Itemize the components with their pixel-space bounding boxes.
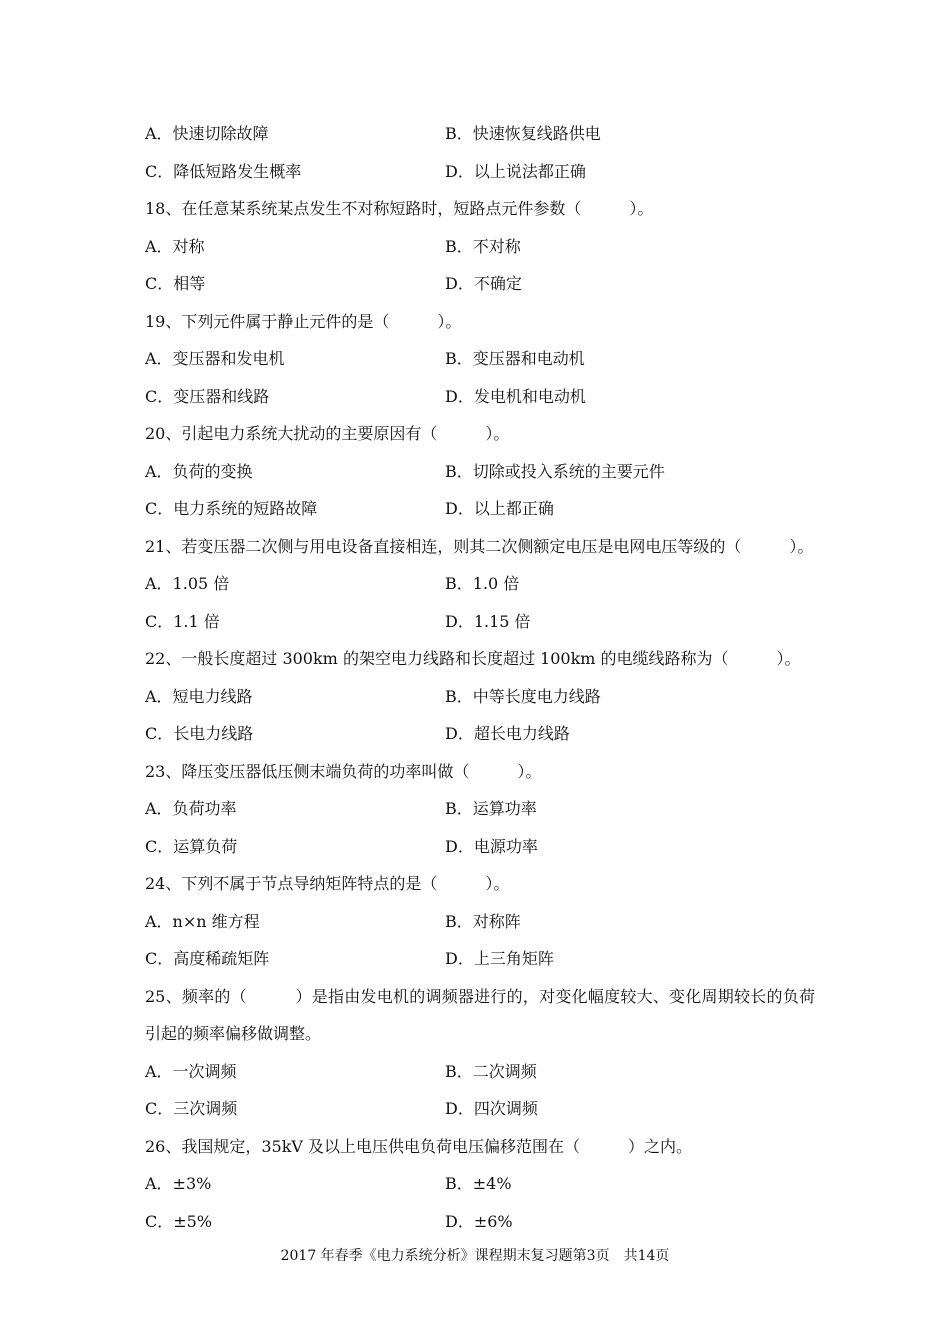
option-left: C．长电力线路: [145, 724, 254, 743]
option-right: D．不确定: [445, 274, 522, 293]
option-row: [145, 115, 815, 153]
option-row: [145, 603, 815, 641]
option-row: [145, 678, 815, 716]
option-left: C．±5%: [145, 1211, 213, 1231]
question-text: 20、引起电力系统大扰动的主要原因有（ ）。: [145, 424, 510, 443]
option-row: [145, 340, 815, 378]
option-right: B．切除或投入系统的主要元件: [445, 461, 665, 481]
option-row: [145, 790, 815, 828]
option-right: B．不对称: [445, 236, 521, 256]
option-right: B．±4%: [445, 1174, 512, 1193]
option-right: D．发电机和电动机: [445, 386, 586, 406]
option-row: [145, 153, 815, 191]
option-row: [145, 378, 815, 416]
option-left: C．降低短路发生概率: [145, 161, 302, 181]
option-right: D．以上说法都正确: [445, 161, 586, 181]
option-right: B．变压器和电动机: [445, 349, 585, 368]
option-row: [145, 1090, 815, 1128]
option-left: C．电力系统的短路故障: [145, 499, 318, 518]
option-right: D．四次调频: [445, 1099, 538, 1118]
option-row: [145, 453, 815, 491]
option-right: B．中等长度电力线路: [445, 686, 601, 706]
question-text: 23、降压变压器低压侧末端负荷的功率叫做（ ）。: [145, 761, 542, 781]
option-right: B．二次调频: [445, 1061, 537, 1081]
option-row: [145, 940, 815, 978]
option-left: A．短电力线路: [145, 686, 253, 706]
option-right: B．1.0 倍: [445, 574, 520, 593]
option-row: [145, 828, 815, 866]
option-right: D．上三角矩阵: [445, 949, 554, 968]
option-left: A．负荷功率: [145, 799, 237, 818]
option-left: A．一次调频: [145, 1061, 237, 1081]
option-left: A．±3%: [145, 1174, 212, 1193]
option-left: A．对称: [145, 236, 205, 256]
question-text: 22、一般长度超过 300km 的架空电力线路和长度超过 100km 的电缆线路称为（ ）。: [145, 649, 801, 668]
option-left: C．高度稀疏矩阵: [145, 949, 270, 968]
option-right: B．快速恢复线路供电: [445, 124, 601, 143]
option-left: A．变压器和发电机: [145, 349, 285, 368]
option-left: A．1.05 倍: [145, 574, 230, 593]
option-left: C．相等: [145, 274, 206, 293]
option-left: C．运算负荷: [145, 836, 238, 856]
question-text: 18、在任意某系统某点发生不对称短路时，短路点元件参数（ ）。: [145, 199, 654, 218]
option-left: A．快速切除故障: [145, 124, 269, 143]
option-right: D．±6%: [445, 1211, 513, 1231]
option-row: [145, 265, 815, 303]
option-left: C．1.1 倍: [145, 611, 220, 631]
question-text: 25、频率的（ ）是指由发电机的调频器进行的，对变化幅度较大、变化周期较长的负荷引起的频率偏移做调整。: [145, 986, 815, 1043]
option-right: D．1.15 倍: [445, 611, 531, 631]
option-row: [145, 490, 815, 528]
option-right: B．运算功率: [445, 799, 537, 818]
question-text: 24、下列不属于节点导纳矩阵特点的是（ ）。: [145, 874, 510, 893]
option-right: D．以上都正确: [445, 499, 554, 518]
option-row: [145, 1053, 815, 1091]
option-left: A．n×n 维方程: [145, 911, 260, 931]
question-text: 21、若变压器二次侧与用电设备直接相连，则其二次侧额定电压是电网电压等级的（ ）。: [145, 536, 814, 556]
option-row: [145, 228, 815, 266]
option-left: A．负荷的变换: [145, 461, 253, 481]
option-row: [145, 1203, 815, 1241]
option-row: [145, 715, 815, 753]
option-left: C．三次调频: [145, 1099, 238, 1118]
option-row: [145, 565, 815, 603]
option-right: B．对称阵: [445, 911, 521, 931]
option-right: D．电源功率: [445, 836, 538, 856]
option-row: [145, 1165, 815, 1203]
question-text: 19、下列元件属于静止元件的是（ ）。: [145, 311, 462, 331]
option-row: [145, 903, 815, 941]
question-list: [145, 115, 815, 1240]
question-text: 26、我国规定，35kV 及以上电压供电负荷电压偏移范围在（ ）之内。: [145, 1136, 693, 1156]
option-right: D．超长电力线路: [445, 724, 570, 743]
page-footer: 2017 年春季《电力系统分析》课程期末复习题第3页 共14页: [280, 1248, 670, 1264]
option-left: C．变压器和线路: [145, 386, 270, 406]
